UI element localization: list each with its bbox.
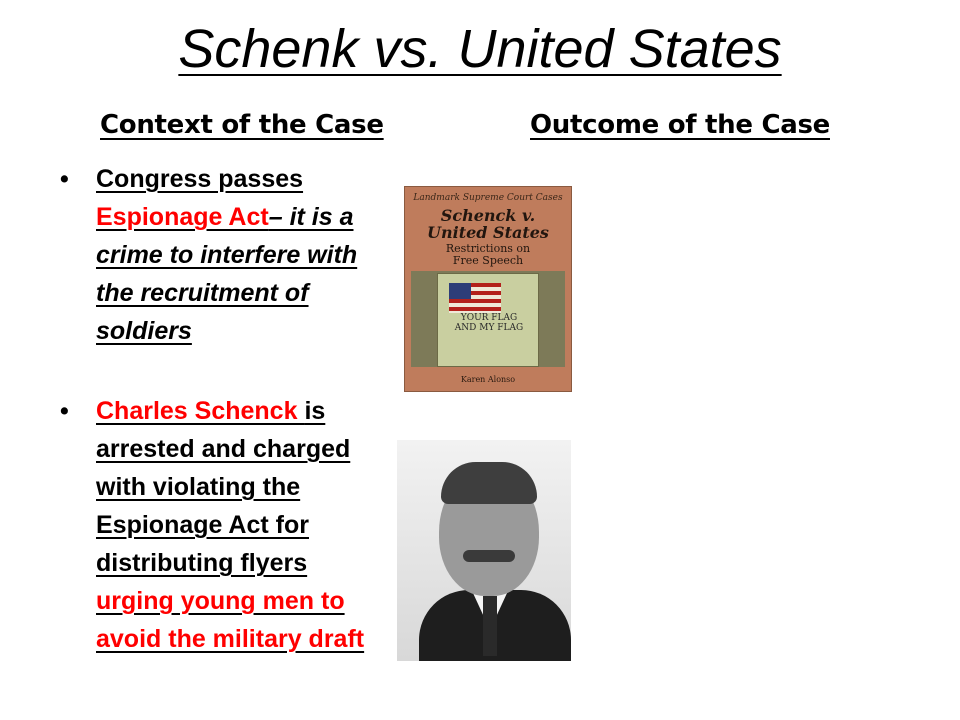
bullet-text: is arrested and charged with violating the Espionage Act for distributing flyers bbox=[96, 397, 351, 577]
poster-line1: YOUR FLAG bbox=[460, 313, 518, 323]
slide-title: Schenk vs. United States bbox=[178, 19, 782, 79]
book-subtitle bbox=[409, 243, 567, 267]
book-title-line1: Schenck v. bbox=[440, 206, 536, 225]
book-subtitle-line2: Free Speech bbox=[452, 254, 524, 267]
book-subtitle-line1: Restrictions on bbox=[445, 242, 531, 255]
portrait-moustache bbox=[463, 550, 515, 562]
highlight-charles-schenck: Charles Schenck bbox=[96, 397, 305, 425]
portrait-hair bbox=[441, 462, 537, 504]
outcome-heading: Outcome of the Case bbox=[530, 110, 830, 140]
book-author: Karen Alonso bbox=[460, 375, 516, 384]
portrait-tie bbox=[483, 596, 497, 656]
book-title bbox=[409, 207, 567, 241]
highlight-draft: urging young men to avoid the military draft bbox=[96, 587, 365, 653]
bullet-text: Congress passes bbox=[96, 165, 304, 193]
highlight-espionage-act: Espionage Act bbox=[96, 203, 269, 231]
bullet-text-italic: – it is a crime to interfere with the recruitment of soldiers bbox=[96, 203, 358, 345]
bullet-schenck-arrest bbox=[60, 392, 380, 658]
book-title-line2: United States bbox=[427, 223, 549, 242]
bullet-espionage-act bbox=[60, 160, 380, 350]
poster-line2: AND MY FLAG bbox=[454, 323, 524, 333]
book-cover-image bbox=[404, 186, 572, 392]
context-heading: Context of the Case bbox=[100, 110, 384, 140]
book-series: Landmark Supreme Court Cases bbox=[413, 193, 563, 203]
flag-union bbox=[449, 283, 471, 299]
context-bullet-list bbox=[60, 160, 380, 658]
poster-text bbox=[449, 313, 529, 333]
schenck-portrait-image bbox=[397, 440, 571, 661]
